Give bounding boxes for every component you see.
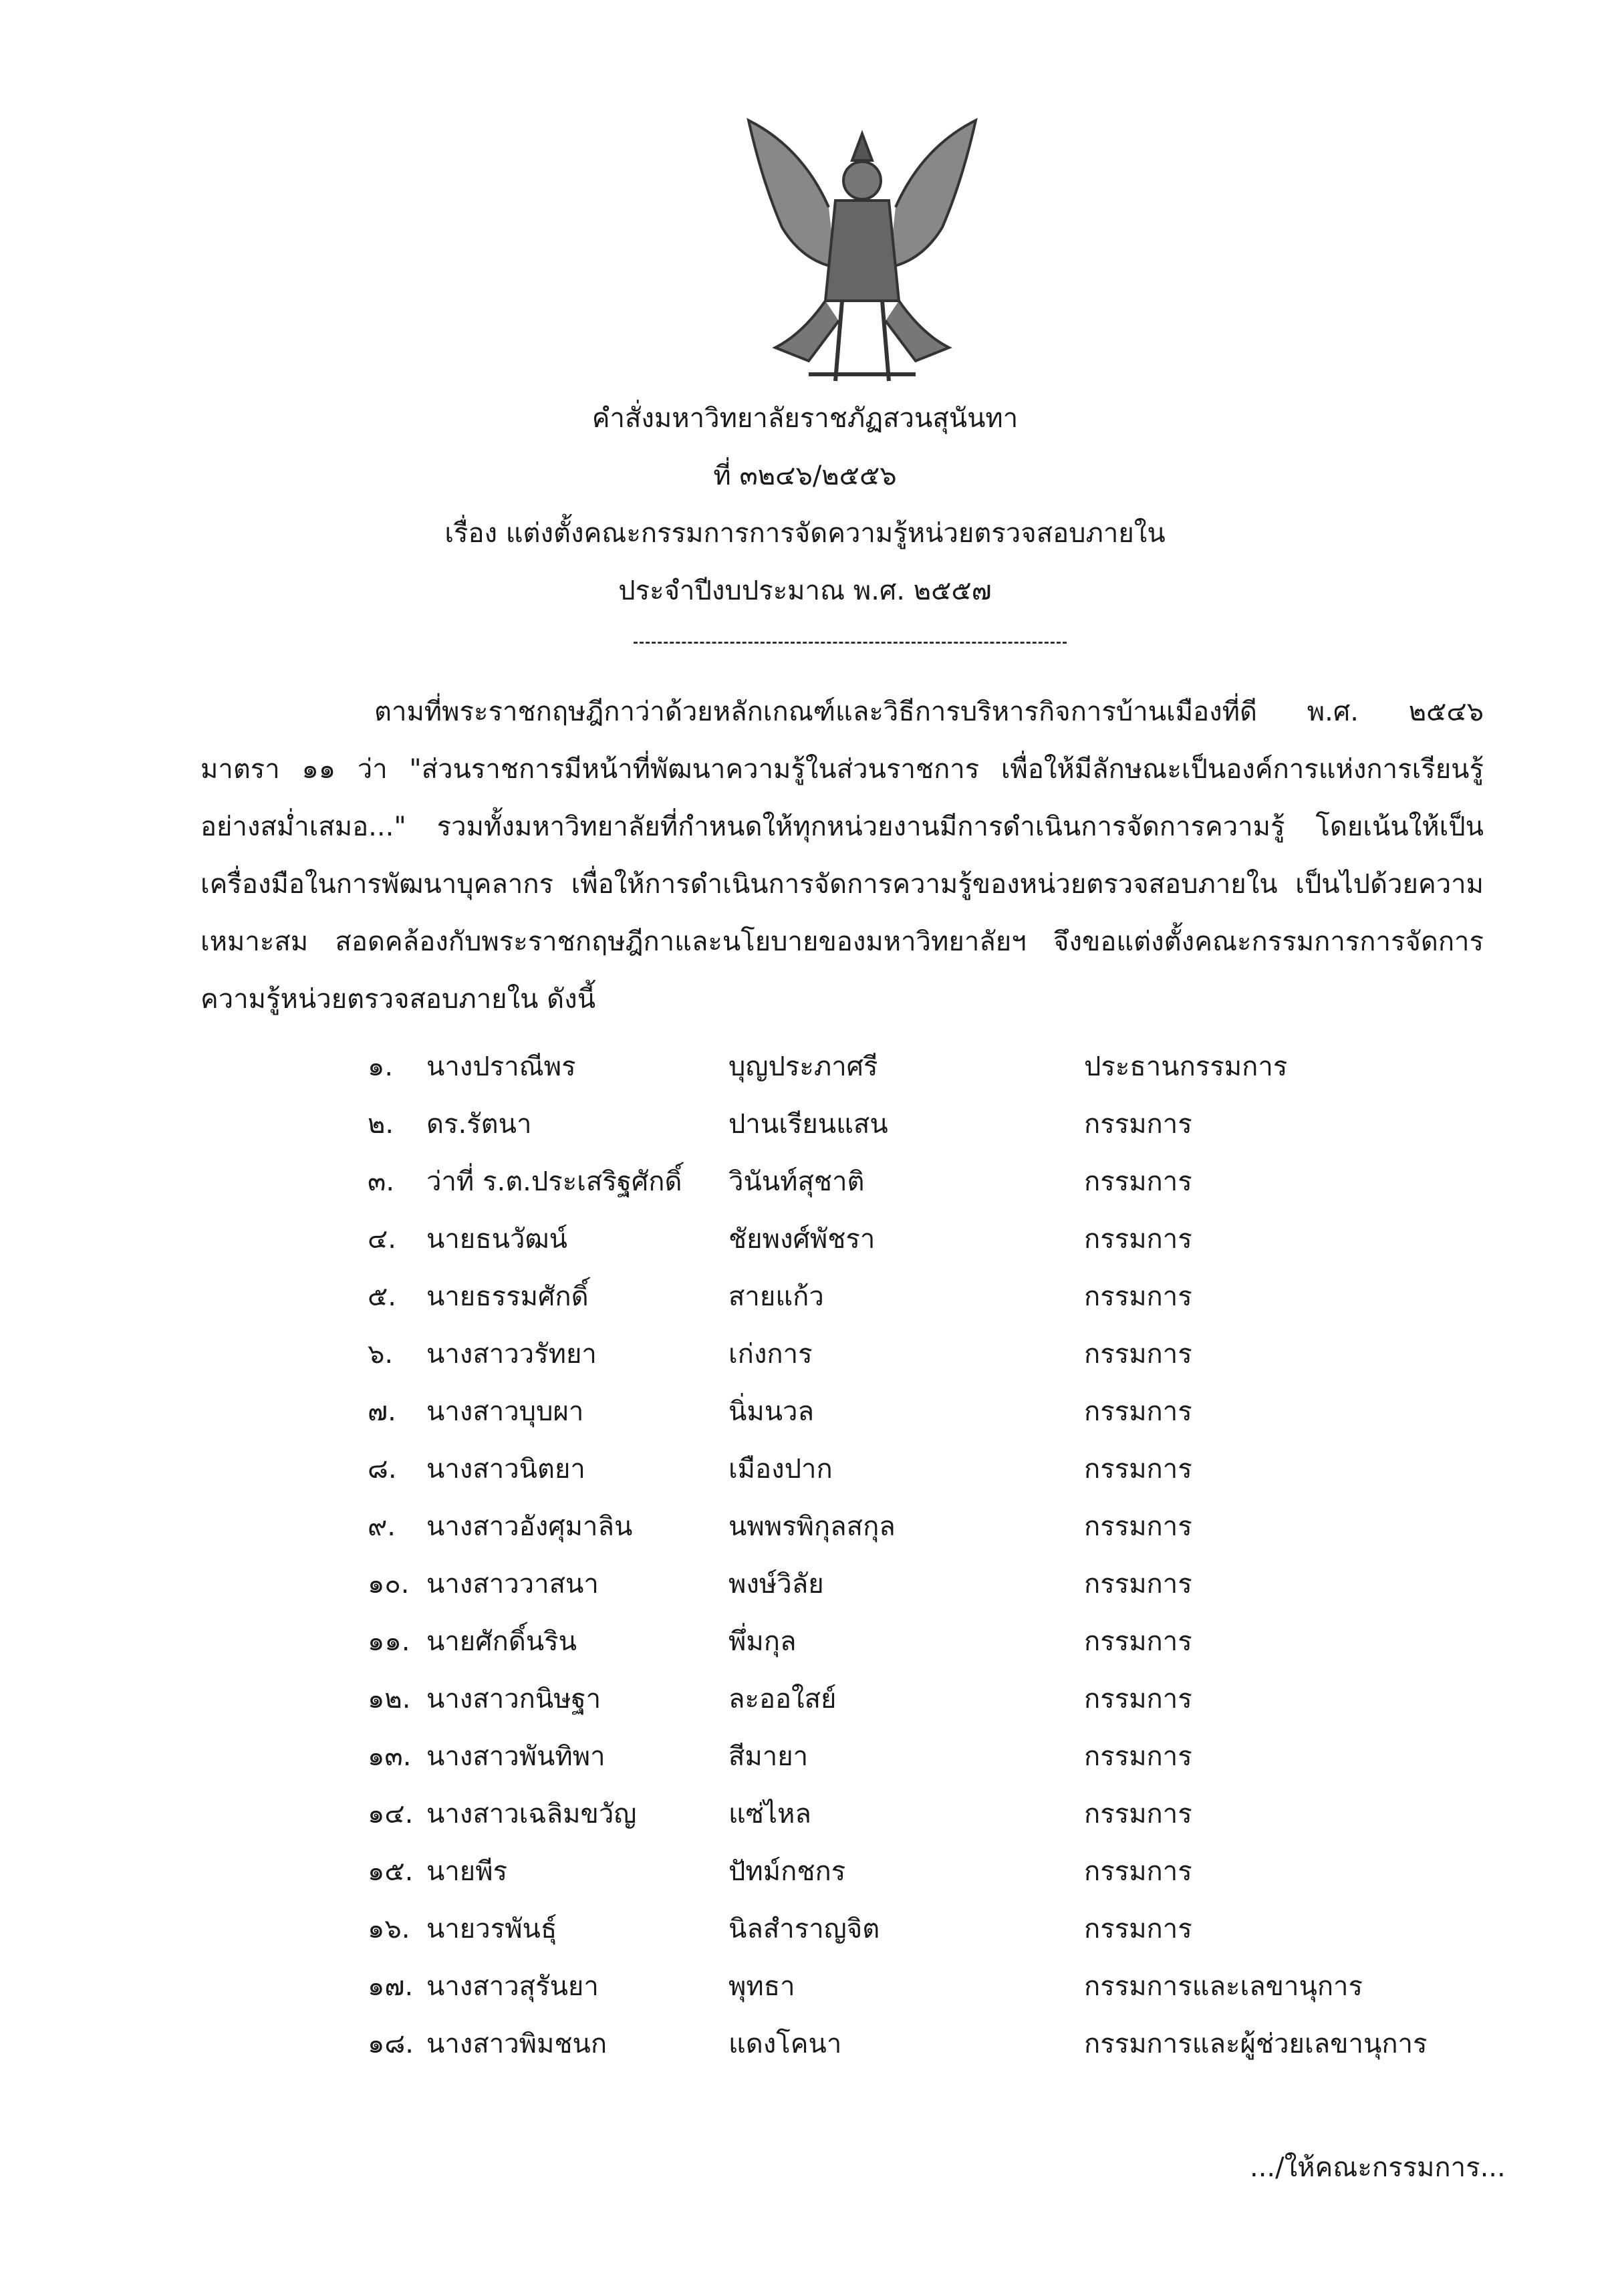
order-subject-line2: ประจำปีงบประมาณ พ.ศ. ๒๕๕๗	[618, 576, 992, 606]
member-row	[368, 1680, 1504, 1738]
member-last-name: แซ่ไหล	[728, 1799, 811, 1829]
member-row	[368, 1106, 1504, 1163]
member-first-name: นางสาวพันทิพา	[426, 1741, 606, 1772]
member-last-name: สายแก้ว	[728, 1281, 824, 1312]
member-number: ๑๔.	[368, 1799, 414, 1829]
member-role: กรรมการและเลขานุการ	[1084, 1971, 1363, 2002]
member-row	[368, 1623, 1504, 1680]
member-last-name: นพพรพิกุลสกุล	[728, 1511, 896, 1542]
member-row	[368, 2025, 1504, 2083]
member-row	[368, 1565, 1504, 1623]
member-number: ๑๓.	[368, 1741, 412, 1772]
member-last-name: พึ่มกุล	[728, 1626, 797, 1657]
member-row	[368, 1795, 1504, 1853]
member-role: กรรมการและผู้ช่วยเลขานุการ	[1084, 2029, 1428, 2059]
member-role: กรรมการ	[1084, 1684, 1192, 1714]
member-number: ๑๕.	[368, 1856, 414, 1887]
member-number: ๔.	[368, 1224, 396, 1255]
member-first-name: นางสาวบุบผา	[426, 1396, 584, 1427]
member-role: กรรมการ	[1084, 1166, 1192, 1197]
member-first-name: นายพีร	[426, 1856, 508, 1887]
member-last-name: ปานเรียนแสน	[728, 1109, 888, 1140]
member-role: กรรมการ	[1084, 1511, 1192, 1542]
member-number: ๑๐.	[368, 1569, 410, 1600]
member-last-name: ละออใสย์	[728, 1684, 837, 1714]
member-number: ๑๖.	[368, 1914, 410, 1944]
member-role: ประธานกรรมการ	[1084, 1051, 1288, 1082]
member-first-name: นางสาวสุรันยา	[426, 1971, 599, 2002]
member-row	[368, 1335, 1504, 1393]
member-role: กรรมการ	[1084, 1569, 1192, 1600]
member-first-name: นายศักดิ์นริน	[426, 1626, 577, 1657]
member-row	[368, 1450, 1504, 1508]
member-list	[368, 1048, 1504, 2083]
member-row	[368, 1393, 1504, 1450]
member-role: กรรมการ	[1084, 1914, 1192, 1944]
member-number: ๑๗.	[368, 1971, 414, 2002]
member-row	[368, 1968, 1504, 2025]
member-first-name: นางสาวกนิษฐา	[426, 1684, 601, 1714]
member-first-name: นายธนวัฒน์	[426, 1224, 567, 1255]
member-role: กรรมการ	[1084, 1626, 1192, 1657]
member-number: ๘.	[368, 1454, 397, 1485]
member-number: ๑๑.	[368, 1626, 410, 1657]
order-number: ที่ ๓๒๔๖/๒๕๕๖	[713, 461, 897, 491]
member-row	[368, 1738, 1504, 1795]
member-number: ๓.	[368, 1166, 395, 1197]
member-number: ๙.	[368, 1511, 396, 1542]
divider	[634, 642, 1067, 644]
member-last-name: บุญประภาศรี	[728, 1051, 878, 1082]
member-first-name: นางสาววาสนา	[426, 1569, 599, 1600]
member-role: กรรมการ	[1084, 1799, 1192, 1829]
member-role: กรรมการ	[1084, 1454, 1192, 1485]
member-last-name: วินันท์สุชาติ	[728, 1166, 865, 1197]
member-last-name: ชัยพงศ์พัชรา	[728, 1224, 876, 1255]
member-role: กรรมการ	[1084, 1856, 1192, 1887]
member-number: ๒.	[368, 1109, 394, 1140]
member-first-name: นายธรรมศักดิ์	[426, 1281, 589, 1312]
member-first-name: ดร.รัตนา	[426, 1109, 532, 1140]
member-number: ๑๒.	[368, 1684, 411, 1714]
member-last-name: เมืองปาก	[728, 1454, 833, 1485]
member-row	[368, 1048, 1504, 1106]
member-number: ๕.	[368, 1281, 396, 1312]
member-first-name: นางสาวเฉลิมขวัญ	[426, 1799, 637, 1829]
continuation-note: .../ให้คณะกรรมการ...	[1250, 2152, 1506, 2183]
member-number: ๗.	[368, 1396, 396, 1427]
member-row	[368, 1278, 1504, 1335]
member-last-name: นิลสำราญจิต	[728, 1914, 880, 1944]
garuda-emblem-icon	[722, 107, 1002, 394]
member-first-name: นางปราณีพร	[426, 1051, 576, 1082]
member-last-name: นิ่มนวล	[728, 1396, 815, 1427]
member-number: ๑๘.	[368, 2029, 414, 2059]
member-first-name: นางสาววรัทยา	[426, 1339, 597, 1370]
member-last-name: แดงโคนา	[728, 2029, 842, 2059]
member-role: กรรมการ	[1084, 1109, 1192, 1140]
member-last-name: เก่งการ	[728, 1339, 813, 1370]
order-subject: เรื่อง แต่งตั้งคณะกรรมการการจัดความรู้หน่วยตรวจสอบภายใน	[444, 518, 1166, 549]
member-role: กรรมการ	[1084, 1396, 1192, 1427]
body-text: ตามที่พระราชกฤษฎีกาว่าด้วยหลักเกณฑ์และวิธีการบริหารกิจการบ้านเมืองที่ดี พ.ศ. ๒๕๔๖ มาตรา ๑๑ ว่า "ส่วนราชการมีหน้าที่พัฒนาความรู้ในส่วนราชการ เพื่อให้มีลักษณะเป็นองค์การแห่งการเรียนรู้อย่างสม่ำเสมอ..." รวมทั้งมหาวิทยาลัยที่กำหนดให้ทุกหน่วยงานมีการดำเนินการจัดการความรู้ โดยเน้นให้เป็นเครื่องมือในการพัฒนาบุคลากร เพื่อให้การดำเนินการจัดการความรู้ของหน่วยตรวจสอบภายใน เป็นไปด้วยความเหมาะสม สอดคล้องกับพระราชกฤษฎีกาและนโยบายของมหาวิทยาลัยฯ จึงขอแต่งตั้งคณะกรรมการการจัดการความรู้หน่วยตรวจสอบภายใน ดังนี้	[200, 696, 1484, 1015]
member-last-name: พงษ์วิลัย	[728, 1569, 824, 1600]
order-title: คำสั่งมหาวิทยาลัยราชภัฏสวนสุนันทา	[591, 403, 1019, 434]
member-number: ๑.	[368, 1051, 394, 1082]
member-role: กรรมการ	[1084, 1339, 1192, 1370]
member-row	[368, 1508, 1504, 1565]
member-row	[368, 1163, 1504, 1221]
member-role: กรรมการ	[1084, 1281, 1192, 1312]
member-first-name: นางสาวนิตยา	[426, 1454, 585, 1485]
member-first-name: นางสาวอังศุมาลิน	[426, 1511, 633, 1542]
member-last-name: พุทธา	[728, 1971, 795, 2002]
member-last-name: สีมายา	[728, 1741, 809, 1772]
member-first-name: นายวรพันธุ์	[426, 1914, 557, 1944]
member-row	[368, 1853, 1504, 1910]
member-role: กรรมการ	[1084, 1224, 1192, 1255]
member-role: กรรมการ	[1084, 1741, 1192, 1772]
member-row	[368, 1910, 1504, 1968]
member-row	[368, 1221, 1504, 1278]
member-number: ๖.	[368, 1339, 394, 1370]
member-last-name: ปัทม์กชกร	[728, 1856, 846, 1887]
member-first-name: นางสาวพิมชนก	[426, 2029, 608, 2059]
member-first-name: ว่าที่ ร.ต.ประเสริฐศักดิ์	[426, 1166, 682, 1197]
body-paragraph	[200, 683, 1484, 1028]
